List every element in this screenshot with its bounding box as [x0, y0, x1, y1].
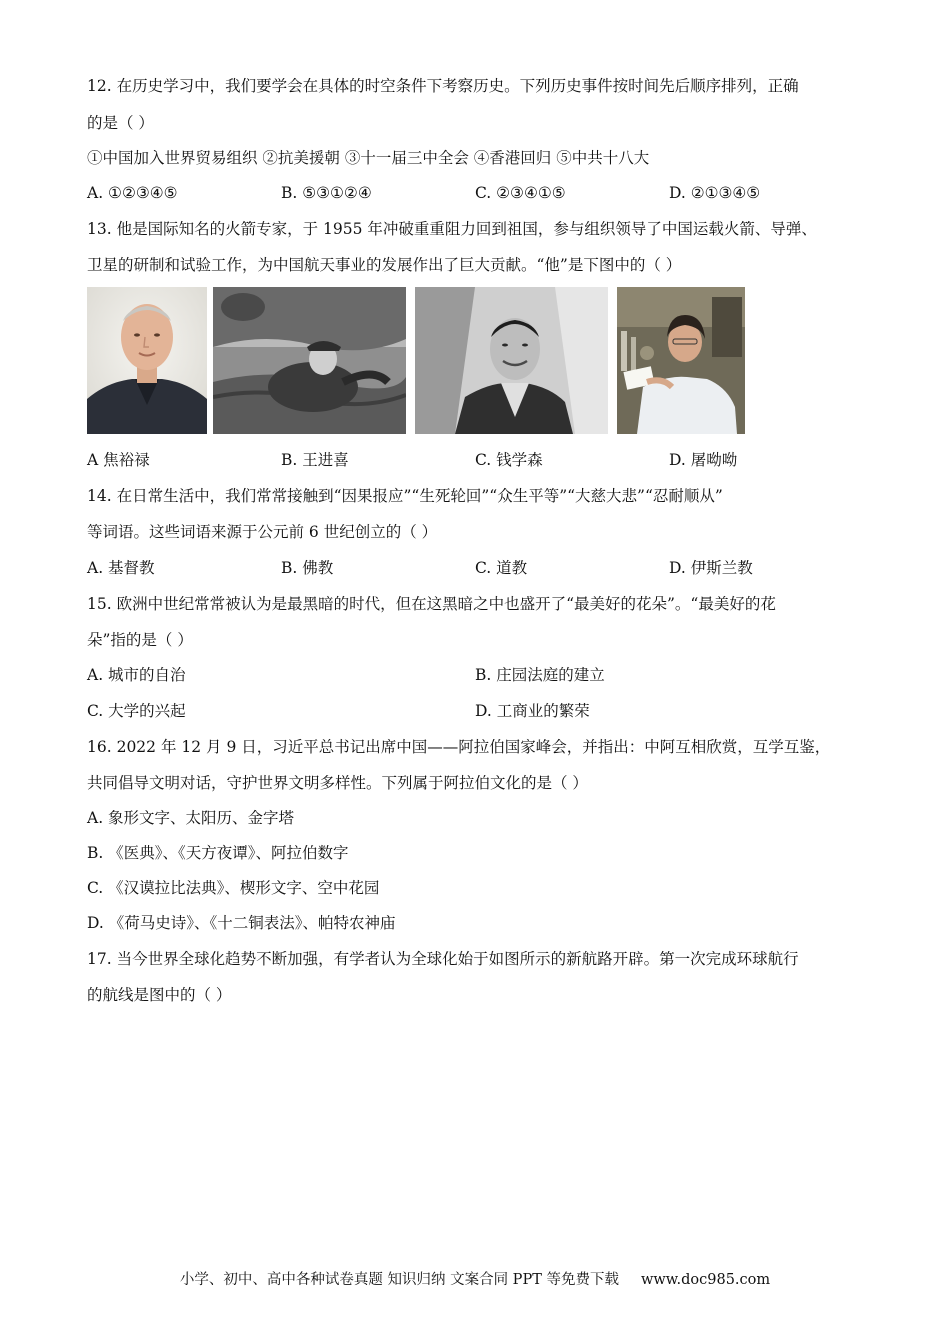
q15-stem-line2: 朵”指的是（ ）: [87, 631, 193, 649]
q17-stem-line2: 的航线是图中的（ ）: [87, 986, 232, 1004]
q13-option-b: B. 王进喜: [281, 451, 349, 469]
q16-option-d: D. 《荷马史诗》、《十二铜表法》、帕特农神庙: [87, 914, 396, 932]
q14-option-d: D. 伊斯兰教: [669, 559, 753, 577]
footer-text: 小学、初中、高中各种试卷真题 知识归纳 文案合同 PPT 等免费下载: [179, 1272, 619, 1288]
q13-option-c: C. 钱学森: [475, 451, 543, 469]
q17-stem-line1: 17. 当今世界全球化趋势不断加强，有学者认为全球化始于如图所示的新航路开辟。第一次完成环球航行: [87, 950, 799, 968]
q14-stem-line1: 14. 在日常生活中，我们常常接触到“因果报应”“生死轮回”“众生平等”“大慈大悲”“忍耐顺从”: [87, 487, 723, 505]
photo-a-portrait: [87, 287, 207, 434]
q12-option-a: A. ①②③④⑤: [87, 184, 178, 202]
q15-option-b: B. 庄园法庭的建立: [475, 666, 605, 684]
photo-d-scientist-in-lab: [617, 287, 745, 434]
q16-stem-line2: 共同倡导文明对话，守护世界文明多样性。下列属于阿拉伯文化的是（ ）: [87, 774, 588, 792]
photo-b-worker-in-mud: [213, 287, 406, 434]
q15-stem-line1: 15. 欧洲中世纪常常被认为是最黑暗的时代，但在这黑暗之中也盛开了“最美好的花朵”。“最美好的花: [87, 595, 776, 613]
q15-option-c: C. 大学的兴起: [87, 702, 186, 720]
q13-stem-line1: 13. 他是国际知名的火箭专家，于 1955 年冲破重重阻力回到祖国，参与组织领导了中国运载火箭、导弹、: [87, 220, 817, 238]
q16-stem-line1: 16. 2022 年 12 月 9 日，习近平总书记出席中国——阿拉伯国家峰会，并指出：中阿互相欣赏，互学互鉴，: [87, 738, 831, 756]
q12-stem-line2: 的是（ ）: [87, 114, 154, 132]
q16-option-b: B. 《医典》、《天方夜谭》、阿拉伯数字: [87, 844, 349, 862]
q12-option-d: D. ②①③④⑤: [669, 184, 761, 202]
q14-option-b: B. 佛教: [281, 559, 334, 577]
q13-stem-line2: 卫星的研制和试验工作，为中国航天事业的发展作出了巨大贡献。“他”是下图中的（ ）: [87, 256, 682, 274]
q15-option-a: A. 城市的自治: [87, 666, 186, 684]
q14-stem-line2: 等词语。这些词语来源于公元前 6 世纪创立的（ ）: [87, 523, 438, 541]
q14-option-a: A. 基督教: [87, 559, 155, 577]
photo-c-smiling-man: [415, 287, 608, 434]
q12-option-c: C. ②③④①⑤: [475, 184, 566, 202]
q13-option-a: A 焦裕禄: [87, 451, 150, 469]
footer-url[interactable]: www.doc985.com: [640, 1272, 771, 1288]
q12-items: ①中国加入世界贸易组织 ②抗美援朝 ③十一届三中全会 ④香港回归 ⑤中共十八大: [87, 149, 650, 167]
q12-option-b: B. ⑤③①②④: [281, 184, 372, 202]
q12-stem-line1: 12. 在历史学习中，我们要学会在具体的时空条件下考察历史。下列历史事件按时间先后顺序排列，正确: [87, 77, 799, 95]
q15-option-d: D. 工商业的繁荣: [475, 702, 590, 720]
q14-option-c: C. 道教: [475, 559, 528, 577]
q16-option-c: C. 《汉谟拉比法典》、楔形文字、空中花园: [87, 879, 380, 897]
q16-option-a: A. 象形文字、太阳历、金字塔: [87, 809, 295, 827]
q13-option-d: D. 屠呦呦: [669, 451, 738, 469]
page-footer: [0, 1268, 950, 1289]
